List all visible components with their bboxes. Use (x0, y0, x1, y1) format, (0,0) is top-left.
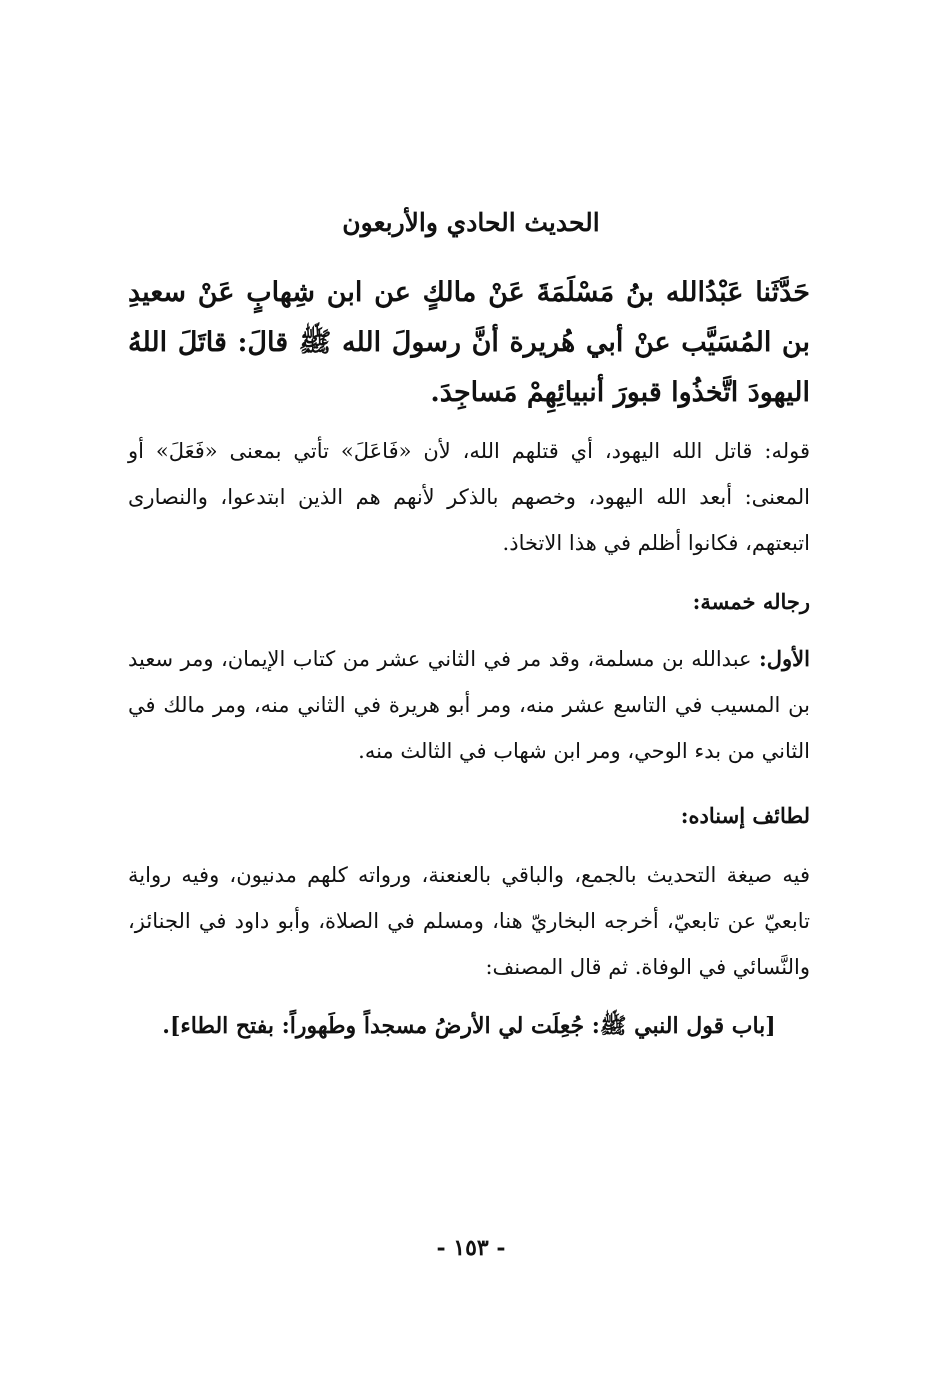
isnad-heading: لطائف إسناده: (680, 803, 810, 828)
page-number: - ١٥٣ - (436, 1235, 506, 1261)
narrators-text: عبدالله بن مسلمة، وقد مر في الثاني عشر من كتاب الإيمان، ومر سعيد بن المسيب في التاسع عشر منه، ومر أبو هريرة في الثاني منه، ومر مالك في الثاني من بدء الوحي، ومر ابن شهاب في الثالث منه. (128, 647, 810, 763)
narrators-paragraph (128, 636, 810, 774)
commentary-paragraph: قوله: قاتل الله اليهود، أي قتلهم الله، لأن «فَاعَلَ» تأتي بمعنى «فَعَلَ» أو المعنى: أبعد الله اليهود، وخصهم بالذكر لأنهم هم الذين ابتدعوا، والنصارى اتبعتهم، فكانوا أظلم في هذا الاتخاذ. (128, 439, 810, 555)
hadith-title: الحديث الحادي والأربعون (342, 208, 600, 237)
narrators-heading: رجاله خمسة: (692, 589, 810, 614)
isnad-paragraph: فيه صيغة التحديث بالجمع، والباقي بالعنعنة، ورواته كلهم مدنيون، وفيه رواية تابعيّ عن تابعيّ، أخرجه البخاريّ هنا، ومسلم في الصلاة، وأبو داود في الجنائز، والنَّسائي في الوفاة. ثم قال المصنف: (128, 863, 810, 979)
bab-title: [باب قول النبي ﷺ: جُعِلَت لي الأرضُ مسجداً وطَهوراً: بفتح الطاء]. (162, 1013, 776, 1039)
hadith-text: حَدَّثَنا عَبْدُالله بنُ مَسْلَمَةَ عَنْ مالكٍ عن ابن شِهابٍ عَنْ سعيدِ بن المُسَيَّب عنْ أبي هُريرة أنَّ رسولَ الله ﷺ قالَ: قاتَلَ اللهُ اليهودَ اتَّخذُوا قبورَ أنبيائِهِمْ مَساجِدَ. (128, 277, 810, 408)
narrators-lead: الأول: (759, 646, 810, 671)
